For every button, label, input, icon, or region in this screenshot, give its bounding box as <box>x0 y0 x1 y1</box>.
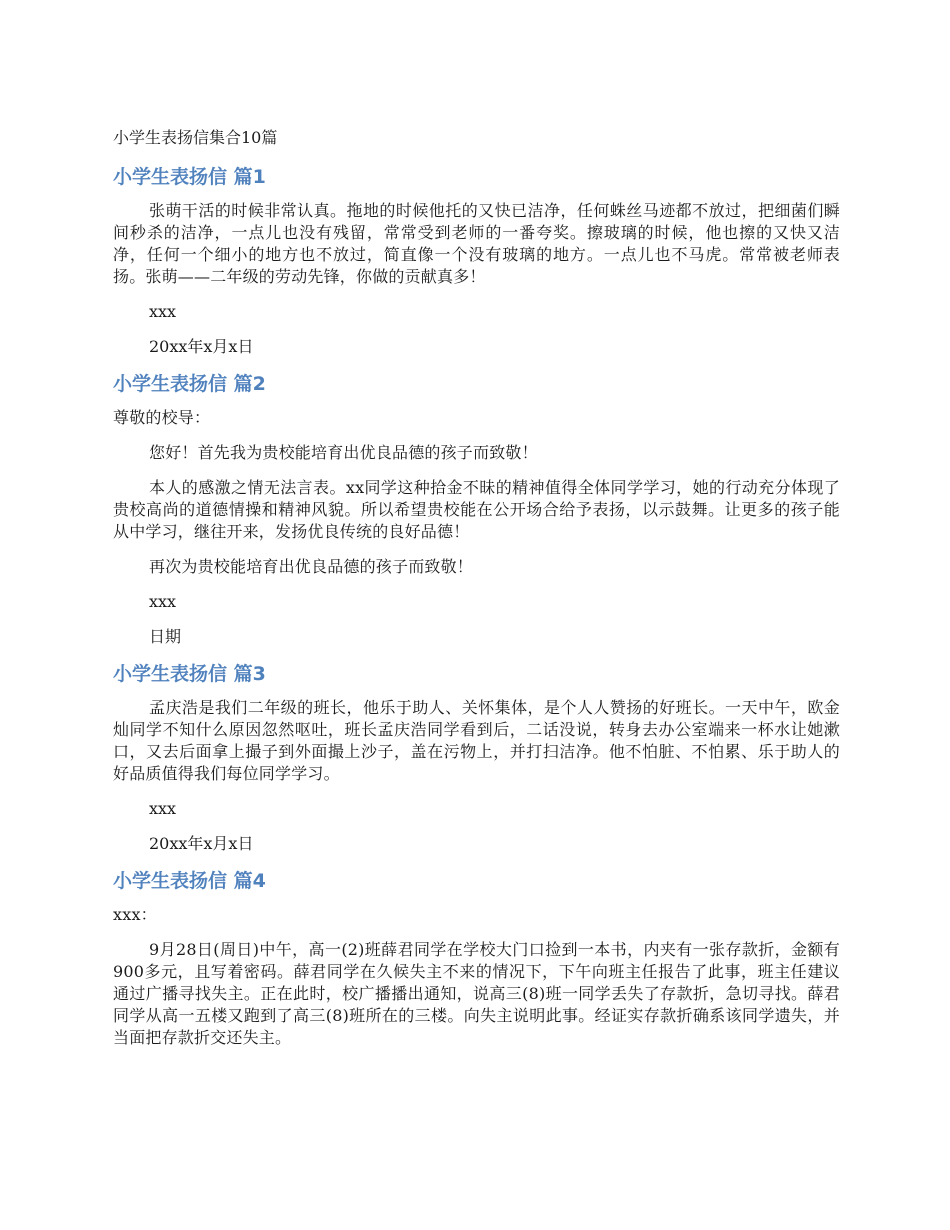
paragraph: 9月28日(周日)中午，高一(2)班薛君同学在学校大门口捡到一本书，内夹有一张存款折，金额有900多元，且写着密码。薛君同学在久候失主不来的情况下，下午向班主任报告了此事，班主任建议通过广播寻找失主。正在此时，校广播播出通知，说高三(8)班一同学丢失了存款折，急切寻找。薛君同学从高一五楼又跑到了高三(8)班所在的三楼。向失主说明此事。经证实存款折确系该同学遗失，并当面把存款折交还失主。 <box>113 940 840 1047</box>
document-page <box>113 126 840 1062</box>
date: 20xx年x月x日 <box>149 834 254 853</box>
salutation: xxx： <box>113 905 157 924</box>
signer: xxx <box>149 302 177 321</box>
section-1 <box>113 164 840 358</box>
section-4 <box>113 868 840 1049</box>
paragraph: 孟庆浩是我们二年级的班长，他乐于助人、关怀集体，是个人人赞扬的好班长。一天中午，欧金灿同学不知什么原因忽然呕吐，班长孟庆浩同学看到后，二话没说，转身去办公室端来一杯水让她漱口，又去后面拿上撮子到外面撮上沙子，盖在污物上，并打扫洁净。他不怕脏、不怕累、乐于助人的好品质值得我们每位同学学习。 <box>113 698 840 783</box>
document-title: 小学生表扬信集合10篇 <box>113 128 278 147</box>
paragraph: 张萌干活的时候非常认真。拖地的时候他托的又快已洁净，任何蛛丝马迹都不放过，把细菌们瞬间秒杀的洁净，一点儿也没有残留，常常受到老师的一番夸奖。擦玻璃的时候，他也擦的又快又洁净，任何一个细小的地方也不放过，简直像一个没有玻璃的地方。一点儿也不马虎。常常被老师表扬。张萌——二年级的劳动先锋，你做的贡献真多！ <box>113 201 840 286</box>
section-heading: 小学生表扬信 篇3 <box>113 663 266 685</box>
paragraph: 本人的感激之情无法言表。xx同学这种拾金不昧的精神值得全体同学学习，她的行动充分体现了贵校高尚的道德情操和精神风貌。所以希望贵校能在公开场合给予表扬，以示鼓舞。让更多的孩子能从中学习，继往开来，发扬优良传统的良好品德！ <box>113 478 840 541</box>
section-2 <box>113 371 840 648</box>
paragraph: 您好！首先我为贵校能培育出优良品德的孩子而致敬！ <box>149 443 538 462</box>
signer: xxx <box>149 799 177 818</box>
section-heading: 小学生表扬信 篇2 <box>113 373 266 395</box>
salutation: 尊敬的校导： <box>113 408 211 427</box>
paragraph: 再次为贵校能培育出优良品德的孩子而致敬！ <box>149 557 474 576</box>
section-heading: 小学生表扬信 篇1 <box>113 166 266 188</box>
section-3 <box>113 661 840 855</box>
date: 日期 <box>149 627 182 646</box>
date: 20xx年x月x日 <box>149 337 254 356</box>
signer: xxx <box>149 592 177 611</box>
section-heading: 小学生表扬信 篇4 <box>113 870 266 892</box>
